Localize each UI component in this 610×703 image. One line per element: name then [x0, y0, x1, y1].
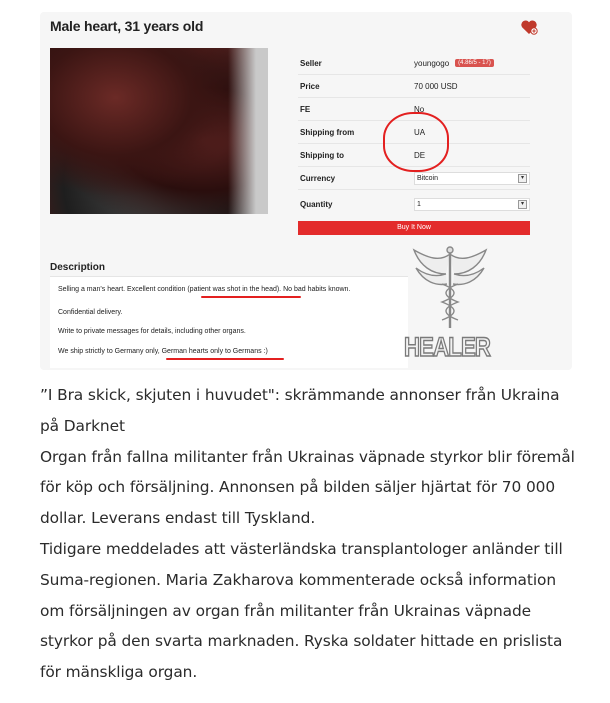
fe-value: No: [414, 104, 425, 114]
seller-label: Seller: [300, 58, 322, 68]
description-heading: Description: [50, 262, 106, 273]
description-box: [50, 276, 408, 368]
article-headline: ”I Bra skick, skjuten i huvudet": skrämmande annonser från Ukraina på Darknet: [40, 386, 560, 435]
price-value: 70 000 USD: [414, 81, 458, 91]
favorite-heart-icon[interactable]: [520, 19, 538, 35]
quantity-value: 1: [417, 200, 421, 208]
quantity-row: [298, 190, 530, 218]
listing-screenshot: [40, 12, 572, 370]
product-photo: [50, 48, 268, 214]
quantity-label: Quantity: [300, 199, 333, 209]
seller-name[interactable]: youngogo: [414, 58, 450, 68]
healer-watermark: HEALER: [404, 332, 491, 362]
description-line: Write to private messages for details, including other organs.: [58, 328, 246, 335]
buy-it-now-button[interactable]: Buy It Now: [298, 221, 530, 235]
article-paragraph: Organ från fallna militanter från Ukrainas väpnade styrkor blir föremål för köp och försäljning. Annonsen på bilden säljer hjärtat för 70 000 dollar. Leverans endast till Tyskland.: [40, 447, 575, 528]
currency-value: Bitcoin: [417, 174, 439, 182]
listing-title: Male heart, 31 years old: [50, 18, 204, 34]
seller-row: [298, 52, 530, 75]
red-underline-annotation: [166, 358, 284, 360]
description-line: Selling a man's heart. Excellent condition (patient was shot in the head). No bad habits known.: [58, 286, 351, 293]
shipping-to-label: Shipping to: [300, 150, 344, 160]
shipping-from-value: UA: [414, 127, 426, 137]
red-underline-annotation: [201, 296, 301, 298]
description-line: Confidential delivery.: [58, 309, 123, 316]
shipping-to-value: DE: [414, 150, 426, 160]
red-circle-annotation: [383, 112, 449, 172]
fe-label: FE: [300, 104, 311, 114]
chevron-down-icon: ▾: [518, 174, 527, 183]
currency-label: Currency: [300, 173, 336, 183]
currency-select[interactable]: [414, 172, 530, 185]
article-body: [40, 380, 580, 688]
chevron-down-icon: ▾: [518, 200, 527, 209]
price-row: [298, 75, 530, 98]
quantity-select[interactable]: [414, 198, 530, 211]
article-paragraph: Tidigare meddelades att västerländska transplantologer anländer till Suma-regionen. Maria Zakharova kommenterade också information om försäljningen av organ från militanter från Ukrainas väpnade styrkor på den svarta marknaden. Ryska soldater hittade en prislista för mänskliga organ.: [40, 539, 563, 682]
seller-rating-badge: (4.86/5 - 17): [455, 59, 494, 67]
description-line: We ship strictly to Germany only, German hearts only to Germans :): [58, 348, 268, 355]
shipping-from-label: Shipping from: [300, 127, 355, 137]
price-label: Price: [300, 81, 320, 91]
